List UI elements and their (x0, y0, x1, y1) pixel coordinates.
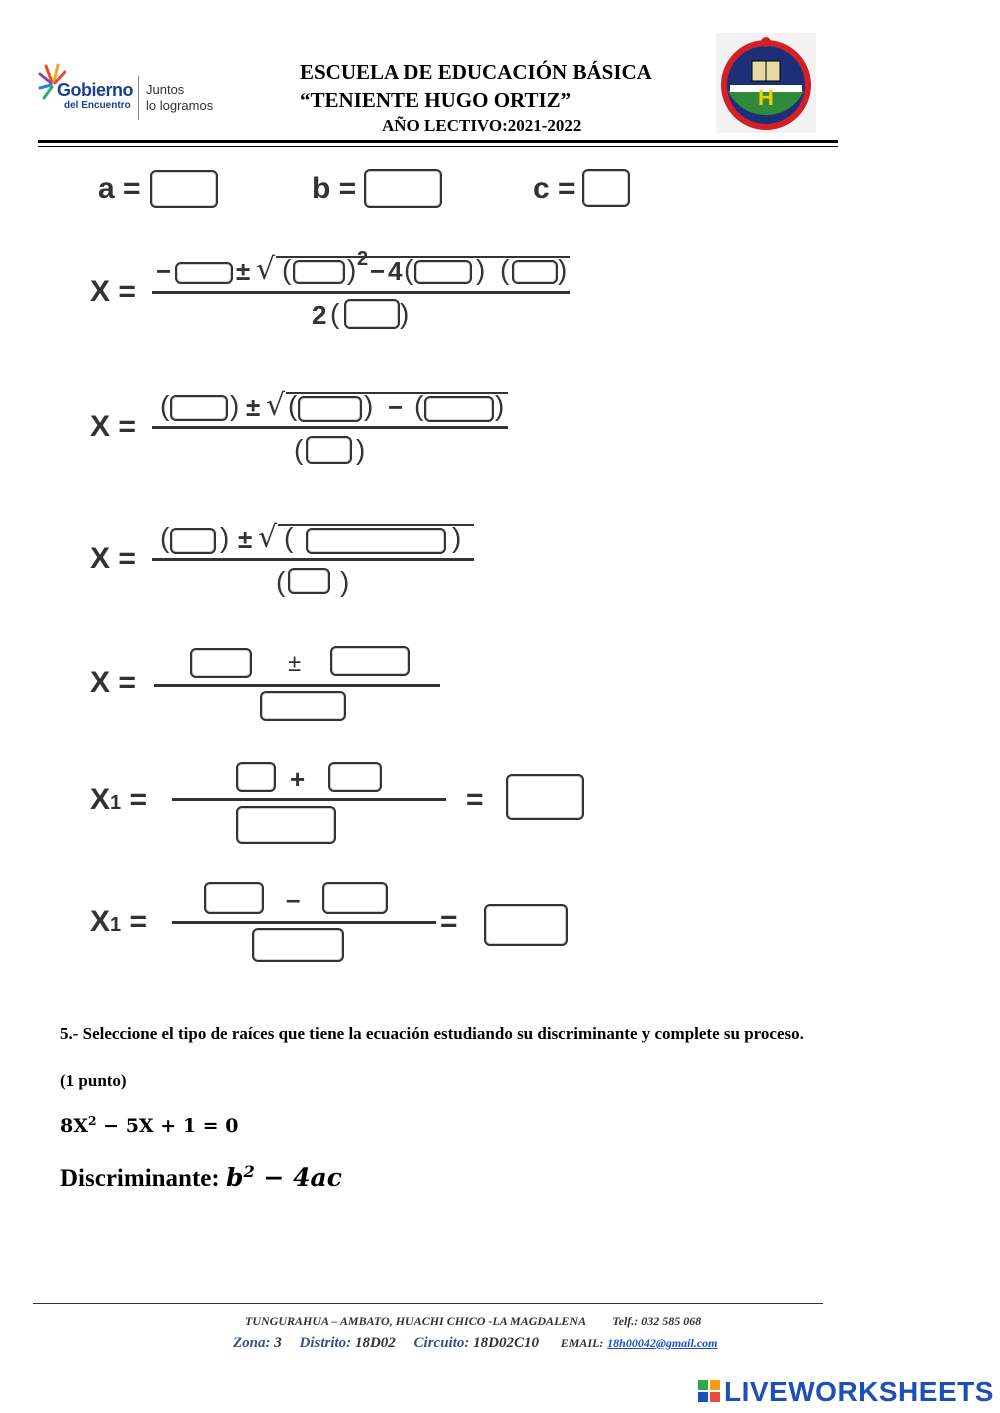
step2-paren-close-den: ) (356, 434, 366, 465)
footer-codes-line (233, 1335, 717, 1352)
logo-divider (138, 76, 139, 120)
discriminant-rest: − 4ac (254, 1163, 342, 1192)
step3-denominator-input[interactable] (288, 568, 330, 594)
svg-text:H: H (758, 85, 774, 110)
step1-two: 2 (312, 300, 327, 330)
step5-plus: + (290, 764, 306, 794)
step1-neg-b-input[interactable] (175, 262, 233, 284)
coef-c-label: c = (533, 172, 576, 205)
discriminant-exponent: 2 (243, 1162, 255, 1182)
step2-paren-close-b2: ) (364, 390, 374, 421)
footer-phone: Telf.: 032 585 068 (612, 1314, 702, 1328)
step4-fraction-bar (154, 684, 440, 687)
step1-paren-close-2a: ) (400, 298, 410, 329)
step2-sqrt-icon: √ (266, 388, 286, 423)
step5-sqrt-input[interactable] (328, 762, 382, 792)
step6-x1-letter: X (90, 905, 111, 938)
step4-plus-minus: ± (288, 650, 302, 677)
step4-sqrt-result-input[interactable] (330, 646, 410, 676)
footer-distrito: 18D02 (354, 1335, 396, 1351)
step1-b-input[interactable] (293, 260, 345, 284)
step1-paren-open-2a: ( (330, 298, 340, 329)
step2-x-label: X = (90, 410, 136, 443)
step5-denominator-input[interactable] (236, 806, 336, 844)
step1-minus: − (156, 256, 172, 286)
footer-circuito: 18D02C10 (473, 1335, 539, 1351)
gov-slogan-line2: lo logramos (146, 98, 214, 113)
gov-brand-sub: del Encuentro (64, 100, 131, 111)
question-5-text: 5.- Seleccione el tipo de raíces que tiene la ecuación estudiando su discriminante y complete su proceso. (60, 1024, 804, 1043)
step3-plus-minus: ± (238, 524, 253, 554)
footer-address: TUNGURAHUA – AMBATO, HUACHI CHICO -LA MAGDALENA (245, 1314, 586, 1328)
step4-x-label: X = (90, 666, 136, 699)
step5-x1-label (90, 783, 147, 817)
footer-circuito-label: Circuito: (413, 1335, 470, 1351)
step2-paren-open: ( (160, 390, 170, 421)
step2-neg-b-input[interactable] (170, 395, 228, 421)
step3-paren-open-den: ( (276, 566, 286, 597)
step1-fraction-bar (152, 291, 570, 294)
step1-sqrt-icon: √ (256, 252, 276, 287)
step3-paren-open: ( (160, 522, 170, 553)
gov-slogan (146, 82, 213, 114)
step6-x1-eq: = (129, 905, 148, 938)
step2-b2-input[interactable] (298, 396, 362, 422)
step5-fraction-bar (172, 798, 446, 801)
coef-c-input[interactable] (582, 169, 630, 207)
discriminant-label: Discriminante: (60, 1165, 226, 1192)
coef-a-label: a = (98, 172, 141, 205)
step3-discriminant-input[interactable] (306, 528, 446, 554)
step2-paren-open-4ac: ( (414, 390, 424, 421)
step3-fraction-bar (152, 558, 474, 561)
step1-squared: 2 (357, 248, 369, 270)
footer-email-link[interactable]: 18h00042@gmail.com (607, 1336, 718, 1350)
step2-fraction-bar (152, 426, 508, 429)
school-year: AÑO LECTIVO:2021-2022 (382, 116, 582, 135)
step6-equals: = (440, 905, 458, 938)
step1-minus-4: − (370, 256, 386, 286)
discriminant-heading (60, 1163, 342, 1193)
step1-paren-open-a: ( (404, 254, 414, 285)
school-crest-icon (716, 33, 816, 133)
step2-denominator-input[interactable] (306, 436, 352, 464)
step5-x1-letter: X (90, 783, 111, 816)
header-rule-thin (38, 146, 838, 147)
step3-sqrt-icon: √ (258, 520, 278, 555)
step3-paren-close-disc: ) (452, 522, 462, 553)
step2-paren-close: ) (230, 390, 240, 421)
step4-neg-b-input[interactable] (190, 648, 252, 678)
footer-distrito-label: Distrito: (299, 1335, 352, 1351)
footer-address-line (245, 1314, 701, 1329)
step2-paren-open-b2: ( (288, 390, 298, 421)
step3-x-label: X = (90, 542, 136, 575)
discriminant-b: b (225, 1163, 244, 1192)
gov-brand: Gobierno (57, 80, 133, 100)
step3-neg-b-input[interactable] (170, 528, 216, 554)
step3-paren-close: ) (220, 522, 230, 553)
step1-a-input[interactable] (414, 260, 472, 284)
liveworksheets-text: LIVEWORKSHEETS (724, 1376, 994, 1407)
step6-x1-sub: 1 (110, 914, 122, 936)
step2-plus-minus: ± (246, 392, 261, 422)
step1-paren-open: ( (282, 254, 292, 285)
step1-paren-close-c: ) (558, 254, 568, 285)
step2-4ac-input[interactable] (424, 396, 494, 422)
step1-four: 4 (388, 256, 403, 286)
step3-paren-close-den: ) (340, 566, 350, 597)
header-rule-thick (38, 140, 838, 143)
step4-denominator-input[interactable] (260, 691, 346, 721)
question-5-equation (60, 1115, 238, 1137)
step1-x-label: X = (90, 275, 136, 308)
step5-x1-eq: = (129, 783, 148, 816)
step6-minus: – (286, 884, 301, 914)
step1-paren-open-c: ( (500, 254, 510, 285)
footer-zona: 3 (274, 1335, 282, 1351)
coef-a-input[interactable] (150, 170, 218, 208)
step6-x1-label (90, 905, 147, 939)
equation-exponent: 2 (87, 1113, 97, 1129)
coef-b-input[interactable] (364, 169, 442, 208)
step1-2a-input[interactable] (344, 299, 400, 329)
footer-rule (33, 1303, 823, 1304)
step1-sqrt-bar (276, 256, 570, 258)
school-subtitle: “TENIENTE HUGO ORTIZ” (300, 88, 572, 112)
question-5-points: (1 punto) (60, 1071, 127, 1090)
step1-paren-close-a: ) (476, 254, 486, 285)
step5-equals: = (466, 783, 484, 816)
step1-paren-close: ) (347, 254, 357, 285)
school-name: ESCUELA DE EDUCACIÓN BÁSICA (300, 60, 652, 84)
coef-b-label: b = (312, 172, 357, 205)
step2-paren-open-den: ( (294, 434, 304, 465)
equation-part-a: 8X (60, 1115, 88, 1137)
step1-plus-minus: ± (236, 256, 251, 286)
step3-sqrt-bar (278, 524, 474, 526)
step2-minus: − (388, 392, 404, 422)
step5-neg-b-input[interactable] (236, 762, 276, 792)
footer-email-label: EMAIL: (560, 1336, 604, 1350)
step2-paren-close-4ac: ) (495, 390, 505, 421)
step5-x1-result-input[interactable] (506, 774, 584, 820)
gov-slogan-line1: Juntos (146, 82, 185, 97)
step1-c-input[interactable] (512, 260, 558, 284)
step6-neg-b-input[interactable] (204, 882, 264, 914)
step5-x1-sub: 1 (110, 792, 122, 814)
footer-zona-label: Zona: (233, 1335, 271, 1351)
step6-fraction-bar (172, 921, 436, 924)
step6-sqrt-input[interactable] (322, 882, 388, 914)
step3-paren-open-disc: ( (284, 522, 294, 553)
step6-denominator-input[interactable] (252, 928, 344, 962)
equation-part-b: − 5X + 1 = 0 (96, 1115, 239, 1137)
liveworksheets-logo-icon (698, 1380, 720, 1402)
step6-x1-result-input[interactable] (484, 904, 568, 946)
